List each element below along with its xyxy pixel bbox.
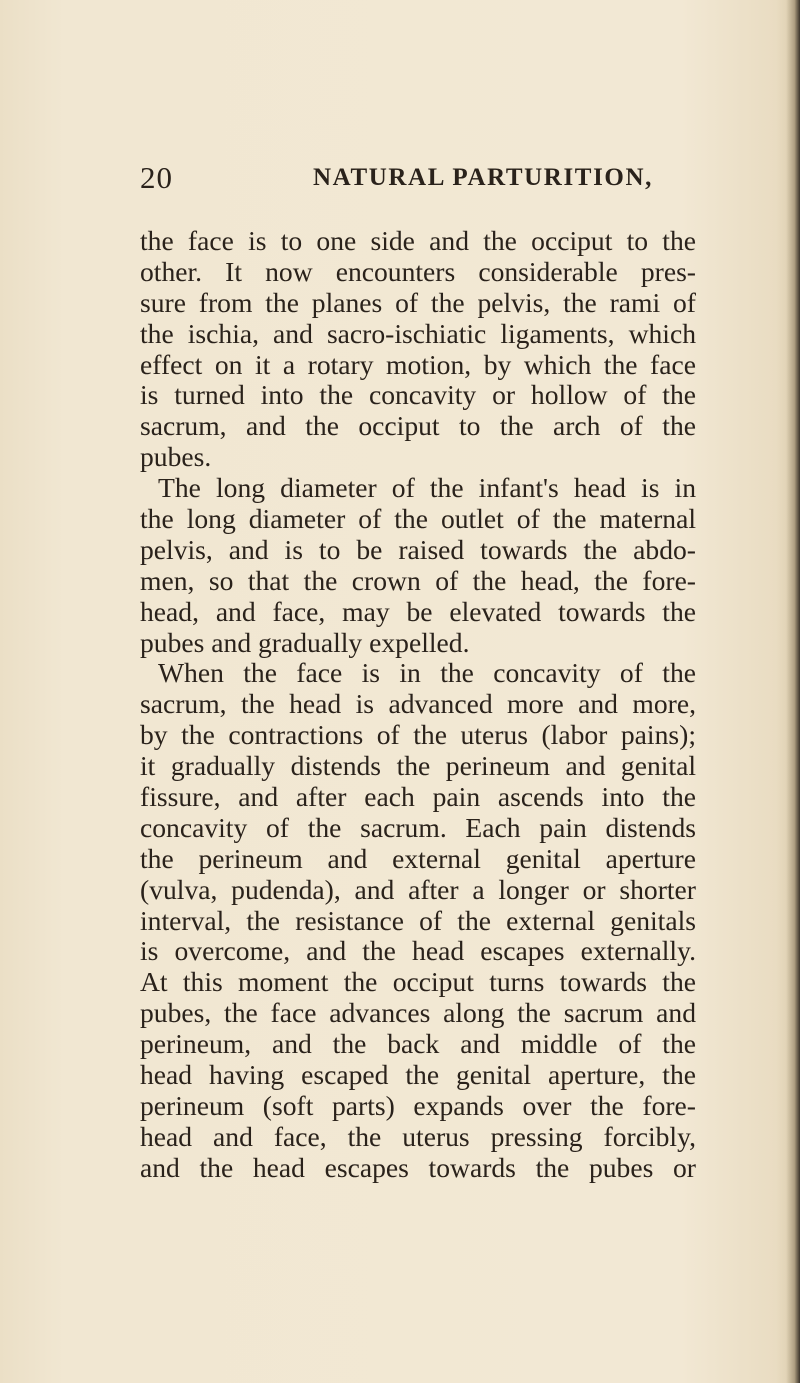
text-line: pubes and gradually expelled. — [140, 626, 470, 658]
page-header — [140, 160, 740, 204]
text-line: pelvis, and is to be raised towards the abdo- — [140, 533, 696, 565]
text-line: head, and face, may be elevated towards the — [140, 595, 696, 627]
text-line: fissure, and after each pain ascends into the — [140, 781, 696, 813]
text-line: head and face, the uterus pressing forcibly, — [140, 1120, 696, 1152]
text-line: other. It now encounters considerable pres- — [140, 255, 696, 287]
page-edge-shadow — [786, 0, 800, 1383]
text-line: pubes, the face advances along the sacrum and — [140, 997, 696, 1029]
text-line: perineum (soft parts) expands over the fore- — [140, 1089, 696, 1121]
text-line: men, so that the crown of the head, the fore- — [140, 564, 696, 596]
text-line: perineum, and the back and middle of the — [140, 1028, 696, 1060]
text-line: The long diameter of the infant's head is in — [158, 472, 696, 504]
text-line: sacrum, the head is advanced more and more, — [140, 688, 696, 720]
text-line: it gradually distends the perineum and genital — [140, 750, 696, 782]
text-line: sure from the planes of the pelvis, the rami of — [140, 286, 696, 318]
text-line: the long diameter of the outlet of the maternal — [140, 503, 696, 535]
text-line: the face is to one side and the occiput to the — [140, 225, 696, 256]
text-line: concavity of the sacrum. Each pain distends — [140, 811, 696, 843]
running-title: NATURAL PARTURITION, — [313, 164, 653, 191]
text-line: At this moment the occiput turns towards the — [140, 966, 696, 998]
text-line: effect on it a rotary motion, by which the face — [140, 348, 696, 380]
text-line: sacrum, and the occiput to the arch of the — [140, 410, 696, 442]
text-line: When the face is in the concavity of the — [158, 657, 696, 689]
text-line: is overcome, and the head escapes externally. — [140, 935, 696, 967]
text-line: head having escaped the genital aperture, the — [140, 1059, 696, 1091]
body-text — [140, 226, 696, 1184]
text-line: pubes. — [140, 441, 212, 473]
page-number: 20 — [140, 160, 173, 195]
text-line: by the contractions of the uterus (labor pains); — [140, 719, 696, 751]
text-line: is turned into the concavity or hollow of the — [140, 379, 696, 411]
text-line: interval, the resistance of the external genitals — [140, 904, 696, 936]
text-line: the perineum and external genital aperture — [140, 842, 696, 874]
text-line: the ischia, and sacro-ischiatic ligaments, which — [140, 317, 696, 349]
text-line: and the head escapes towards the pubes or — [140, 1151, 696, 1183]
text-line: (vulva, pudenda), and after a longer or shorter — [140, 873, 696, 905]
